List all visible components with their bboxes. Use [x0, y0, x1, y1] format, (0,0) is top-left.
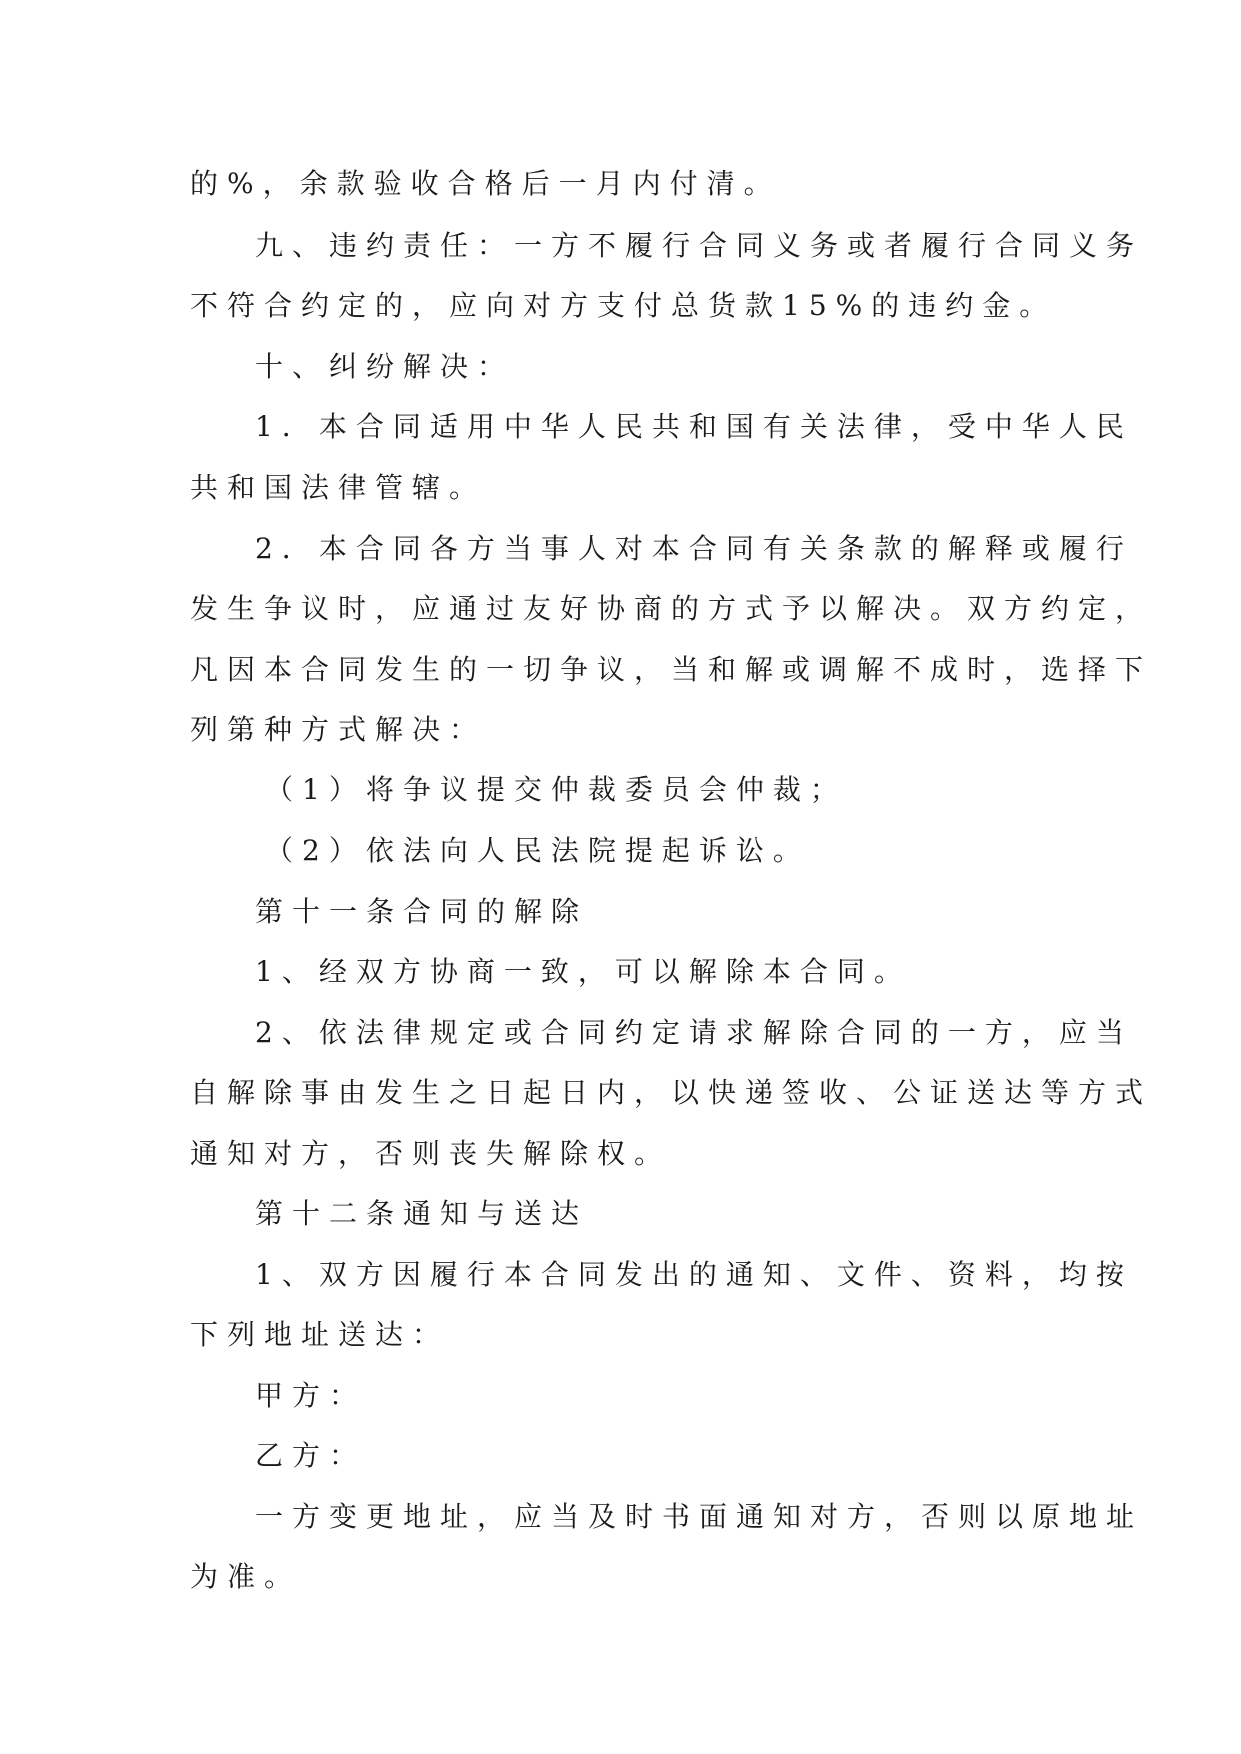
party-a-line: 甲方：: [255, 1379, 367, 1412]
paragraph-line: 通知对方，否则丧失解除权。: [190, 1137, 672, 1170]
paragraph-line: 为准。: [190, 1560, 302, 1593]
paragraph-line: 2、依法律规定或合同约定请求解除合同的一方，应当: [255, 1016, 1133, 1049]
paragraph-line: 凡因本合同发生的一切争议，当和解或调解不成时，选择下: [190, 653, 1153, 686]
paragraph-line: 列第种方式解决：: [190, 713, 487, 746]
paragraph-line: 不符合约定的，应向对方支付总货款15%的违约金。: [190, 289, 1057, 322]
paragraph-line: 的%，余款验收合格后一月内付清。: [190, 167, 781, 200]
paragraph-line: 2．本合同各方当事人对本合同有关条款的解释或履行: [255, 532, 1133, 565]
paragraph-line: 1．本合同适用中华人民共和国有关法律，受中华人民: [255, 410, 1133, 443]
paragraph-line: 1、双方因履行本合同发出的通知、文件、资料，均按: [255, 1258, 1133, 1291]
paragraph-line: 下列地址送达：: [190, 1318, 450, 1351]
paragraph-line: 一方变更地址，应当及时书面通知对方，否则以原地址: [255, 1500, 1144, 1533]
section-heading: 第十二条通知与送达: [255, 1197, 589, 1230]
section-heading: 十、纠纷解决：: [255, 350, 515, 383]
party-b-line: 乙方：: [255, 1439, 367, 1472]
section-heading: 第十一条合同的解除: [255, 895, 589, 928]
list-item: （1）将争议提交仲裁委员会仲裁；: [265, 773, 847, 806]
list-item: （2）依法向人民法院提起诉讼。: [265, 834, 810, 867]
paragraph-line: 自解除事由发生之日起日内，以快递签收、公证送达等方式: [190, 1076, 1153, 1109]
paragraph-line: 共和国法律管辖。: [190, 471, 487, 504]
paragraph-line: 1、经双方协商一致，可以解除本合同。: [255, 955, 911, 988]
paragraph-line: 九、违约责任：一方不履行合同义务或者履行合同义务: [255, 229, 1144, 262]
paragraph-line: 发生争议时，应通过友好协商的方式予以解决。双方约定，: [190, 592, 1153, 625]
